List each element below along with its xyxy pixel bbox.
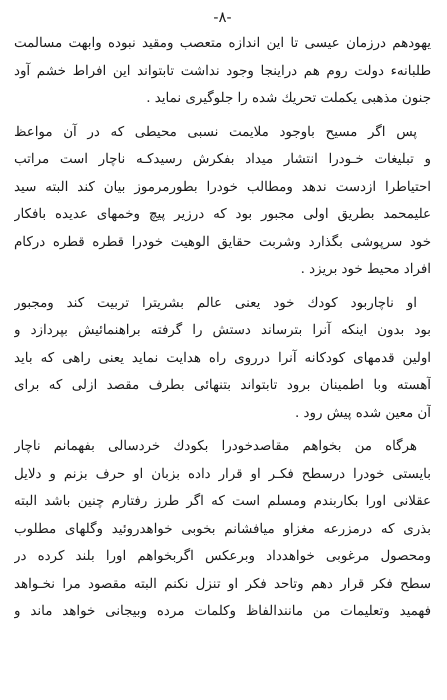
body-text: [14, 30, 431, 626]
text-line: طلبانهء دولت روم هم دراینجا وجود نداشت تابتواند این افراط خشم آود: [14, 63, 431, 79]
text-line: بذری که درمزرعه مغزاو میافشانم بخوبی خواهدروئید وگلهای مطلوب: [14, 521, 431, 537]
text-line: بایستی خودرا درسطح فکـر او قرار داده بزبان او حرف بزنم و دلایل: [14, 466, 431, 482]
text-line: او ناچاربود کودك خود یعنی عالم بشریترا تربیت کند ومجبور: [14, 295, 417, 311]
text-line: افراد محیط خود بریزد .: [300, 262, 431, 277]
text-line: سطح فکر قرار دهم وتاحد فکر او تنزل نکنم البته مقصود مرا نخـواهد: [14, 576, 431, 592]
text-line: عقلانی اورا بکاربندم ومسلم است که اگر طرز رفتارم چنین باشد البته: [14, 494, 431, 509]
text-line: جنون مذهبی یکملت تحریك شده را جلوگیری نماید .: [146, 91, 431, 106]
text-line: علیمحمد بطریق اولی مجبور بود که درزیر پیچ وخمهای عدیده بافکار: [14, 207, 431, 222]
text-line: بود بدون اینکه آنرا بترساند دستش را گرفته براهنمائیش بپردازد و: [14, 323, 431, 338]
text-line: اولین قدمهای کودکانه آنرا درروی راه هدایت نماید یعنی راهی که باید: [14, 350, 431, 366]
paragraph: [14, 30, 431, 113]
text-line: هرگاه من بخواهم مقاصدخودرا بکودك خردسالی بفهمانم ناچار: [14, 439, 417, 454]
text-line: خود سرپوشی بگذارد وشربت حقایق الوهیت خودرا قطره قطره درکام: [14, 234, 431, 250]
text-line: آهسته وبا اطمینان برود تابتواند بتنهائی بطرف مقصد ازلی که برای: [14, 378, 431, 393]
paragraph: [14, 290, 431, 428]
text-line: یهودهم درزمان عیسی تا این اندازه متعصب ومقید نبوده وابهت مسالمت: [14, 36, 431, 51]
text-line: پس اگر مسیح باوجود ملایمت نسبی محیطی که در آن مواعظ: [14, 124, 417, 140]
text-line: و تبلیغات خـودرا انتشار میداد بفکرش رسیدکـه ناچار است مراتب: [14, 152, 431, 167]
text-line: فهمید وتعلیمات من مانندالفاظ وکلمات مرده وبیجانی خواهد ماند و: [14, 604, 431, 619]
text-line: احتیاطرا ازدست ندهد ومطالب خودرا بطورمرموز بیان کند البته سید: [14, 179, 431, 195]
paragraph: [14, 119, 431, 284]
paragraph: [14, 433, 431, 626]
page-number: -٨-: [213, 8, 232, 26]
text-line: آن معین شده پیش رود .: [295, 405, 431, 421]
text-line: ومحصول مرغوبی خواهدداد وبرعکس اگربخواهم اورا بلند کرده در: [14, 549, 431, 564]
